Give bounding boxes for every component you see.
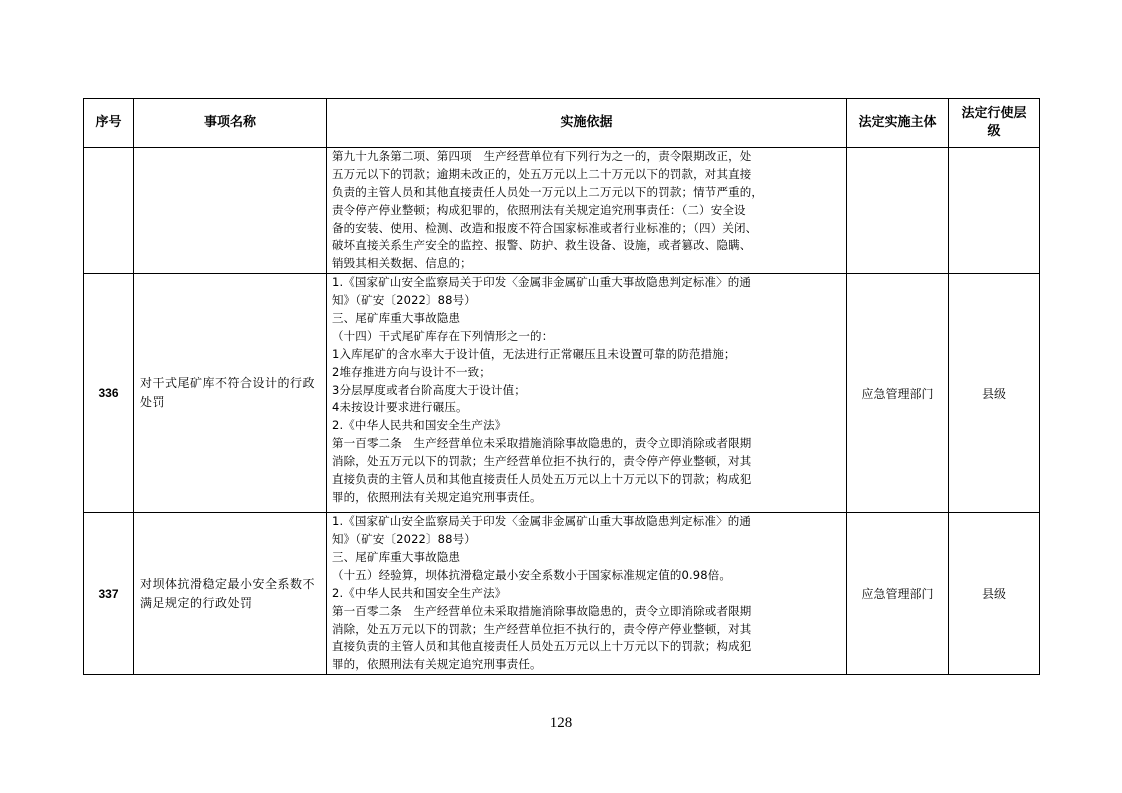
legal-basis-line: 消除，处五万元以下的罚款；生产经营单位拒不执行的，责令停产停业整顿，对其 — [332, 621, 752, 636]
table-row — [84, 148, 1040, 274]
legal-basis-line: 备的安装、使用、检测、改造和报废不符合国家标准或者行业标准的；（四）关闭、 — [332, 220, 758, 235]
legal-basis-line: （十四）干式尾矿库存在下列情形之一的： — [332, 328, 554, 343]
legal-basis-line: 第一百零二条 生产经营单位未采取措施消除事故隐患的，责令立即消除或者限期 — [332, 603, 752, 618]
legal-basis-line: 罪的，依照刑法有关规定追究刑事责任。 — [332, 657, 542, 672]
legal-basis-line: 第一百零二条 生产经营单位未采取措施消除事故隐患的，责令立即消除或者限期 — [332, 436, 752, 451]
legal-basis-line: 2.《中华人民共和国安全生产法》 — [332, 585, 507, 600]
serial-number-cell: 337 — [84, 513, 134, 675]
header-serial-number: 序号 — [84, 99, 134, 148]
exercise-level-cell — [949, 148, 1040, 274]
header-row — [84, 99, 1040, 148]
legal-basis-line: 五万元以下的罚款；逾期未改正的，处五万元以上二十万元以下的罚款，对其直接 — [332, 166, 752, 181]
header-exercise-level — [949, 99, 1040, 148]
legal-basis-line: 知》（矿安〔2022〕88号） — [332, 293, 476, 308]
legal-basis-line: 3分层厚度或者台阶高度大于设计值； — [332, 382, 526, 397]
legal-basis-cell — [327, 513, 847, 675]
legal-basis-line: 三、尾矿库重大事故隐患 — [332, 311, 461, 326]
exercise-level-cell: 县级 — [949, 513, 1040, 675]
header-legal-basis: 实施依据 — [327, 99, 847, 148]
item-table — [83, 98, 1040, 675]
implementing-body-cell: 应急管理部门 — [847, 513, 949, 675]
legal-basis-line: 知》（矿安〔2022〕88号） — [332, 532, 476, 547]
legal-basis-line: 直接负责的主管人员和其他直接责任人员处五万元以上十万元以下的罚款；构成犯 — [332, 639, 752, 654]
legal-basis-line: 1.《国家矿山安全监察局关于印发〈金属非金属矿山重大事故隐患判定标准〉的通 — [332, 514, 752, 529]
legal-basis-line: 第九十九条第二项、第四项 生产经营单位有下列行为之一的，责令限期改正，处 — [332, 149, 752, 163]
table-row — [84, 274, 1040, 513]
legal-basis-line: 2.《中华人民共和国安全生产法》 — [332, 418, 507, 433]
serial-number-cell: 336 — [84, 274, 134, 513]
exercise-level-cell: 县级 — [949, 274, 1040, 513]
legal-basis-line: 三、尾矿库重大事故隐患 — [332, 550, 461, 565]
item-name-cell — [134, 148, 327, 274]
legal-basis-line: 1.《国家矿山安全监察局关于印发〈金属非金属矿山重大事故隐患判定标准〉的通 — [332, 275, 752, 290]
header-implementing-body: 法定实施主体 — [847, 99, 949, 148]
legal-basis-line: 罪的，依照刑法有关规定追究刑事责任。 — [332, 489, 542, 504]
table-header — [84, 99, 1040, 148]
item-name-cell: 对坝体抗滑稳定最小安全系数不满足规定的行政处罚 — [134, 513, 327, 675]
legal-basis-line: 负责的主管人员和其他直接责任人员处一万元以上二万元以下的罚款；情节严重的， — [332, 184, 764, 199]
legal-basis-line: 消除，处五万元以下的罚款；生产经营单位拒不执行的，责令停产停业整顿，对其 — [332, 454, 752, 469]
implementing-body-cell: 应急管理部门 — [847, 274, 949, 513]
serial-number-cell — [84, 148, 134, 274]
legal-basis-line: （十五）经验算，坝体抗滑稳定最小安全系数小于国家标准规定值的0.98倍。 — [332, 567, 732, 582]
legal-basis-line: 责令停产停业整顿；构成犯罪的，依照刑法有关规定追究刑事责任：（二）安全设 — [332, 202, 746, 217]
header-exercise-level-text: 法定行使层级 — [961, 106, 1027, 139]
legal-basis-line: 1入库尾矿的含水率大于设计值，无法进行正常碾压且未设置可靠的防范措施； — [332, 346, 736, 361]
header-item-name: 事项名称 — [134, 99, 327, 148]
implementing-body-cell — [847, 148, 949, 274]
legal-basis-line: 销毁其相关数据、信息的； — [332, 256, 472, 271]
legal-basis-line: 直接负责的主管人员和其他直接责任人员处五万元以上十万元以下的罚款；构成犯 — [332, 472, 752, 487]
table-row — [84, 513, 1040, 675]
item-name-cell: 对干式尾矿库不符合设计的行政处罚 — [134, 274, 327, 513]
table-body — [84, 148, 1040, 675]
legal-basis-line: 2堆存推进方向与设计不一致； — [332, 364, 491, 379]
page-number: 128 — [549, 715, 573, 731]
legal-basis-line: 破坏直接关系生产安全的监控、报警、防护、救生设备、设施，或者篡改、隐瞒、 — [332, 238, 752, 253]
legal-basis-line: 4未按设计要求进行碾压。 — [332, 400, 468, 415]
legal-basis-cell — [327, 148, 847, 274]
legal-basis-cell — [327, 274, 847, 513]
